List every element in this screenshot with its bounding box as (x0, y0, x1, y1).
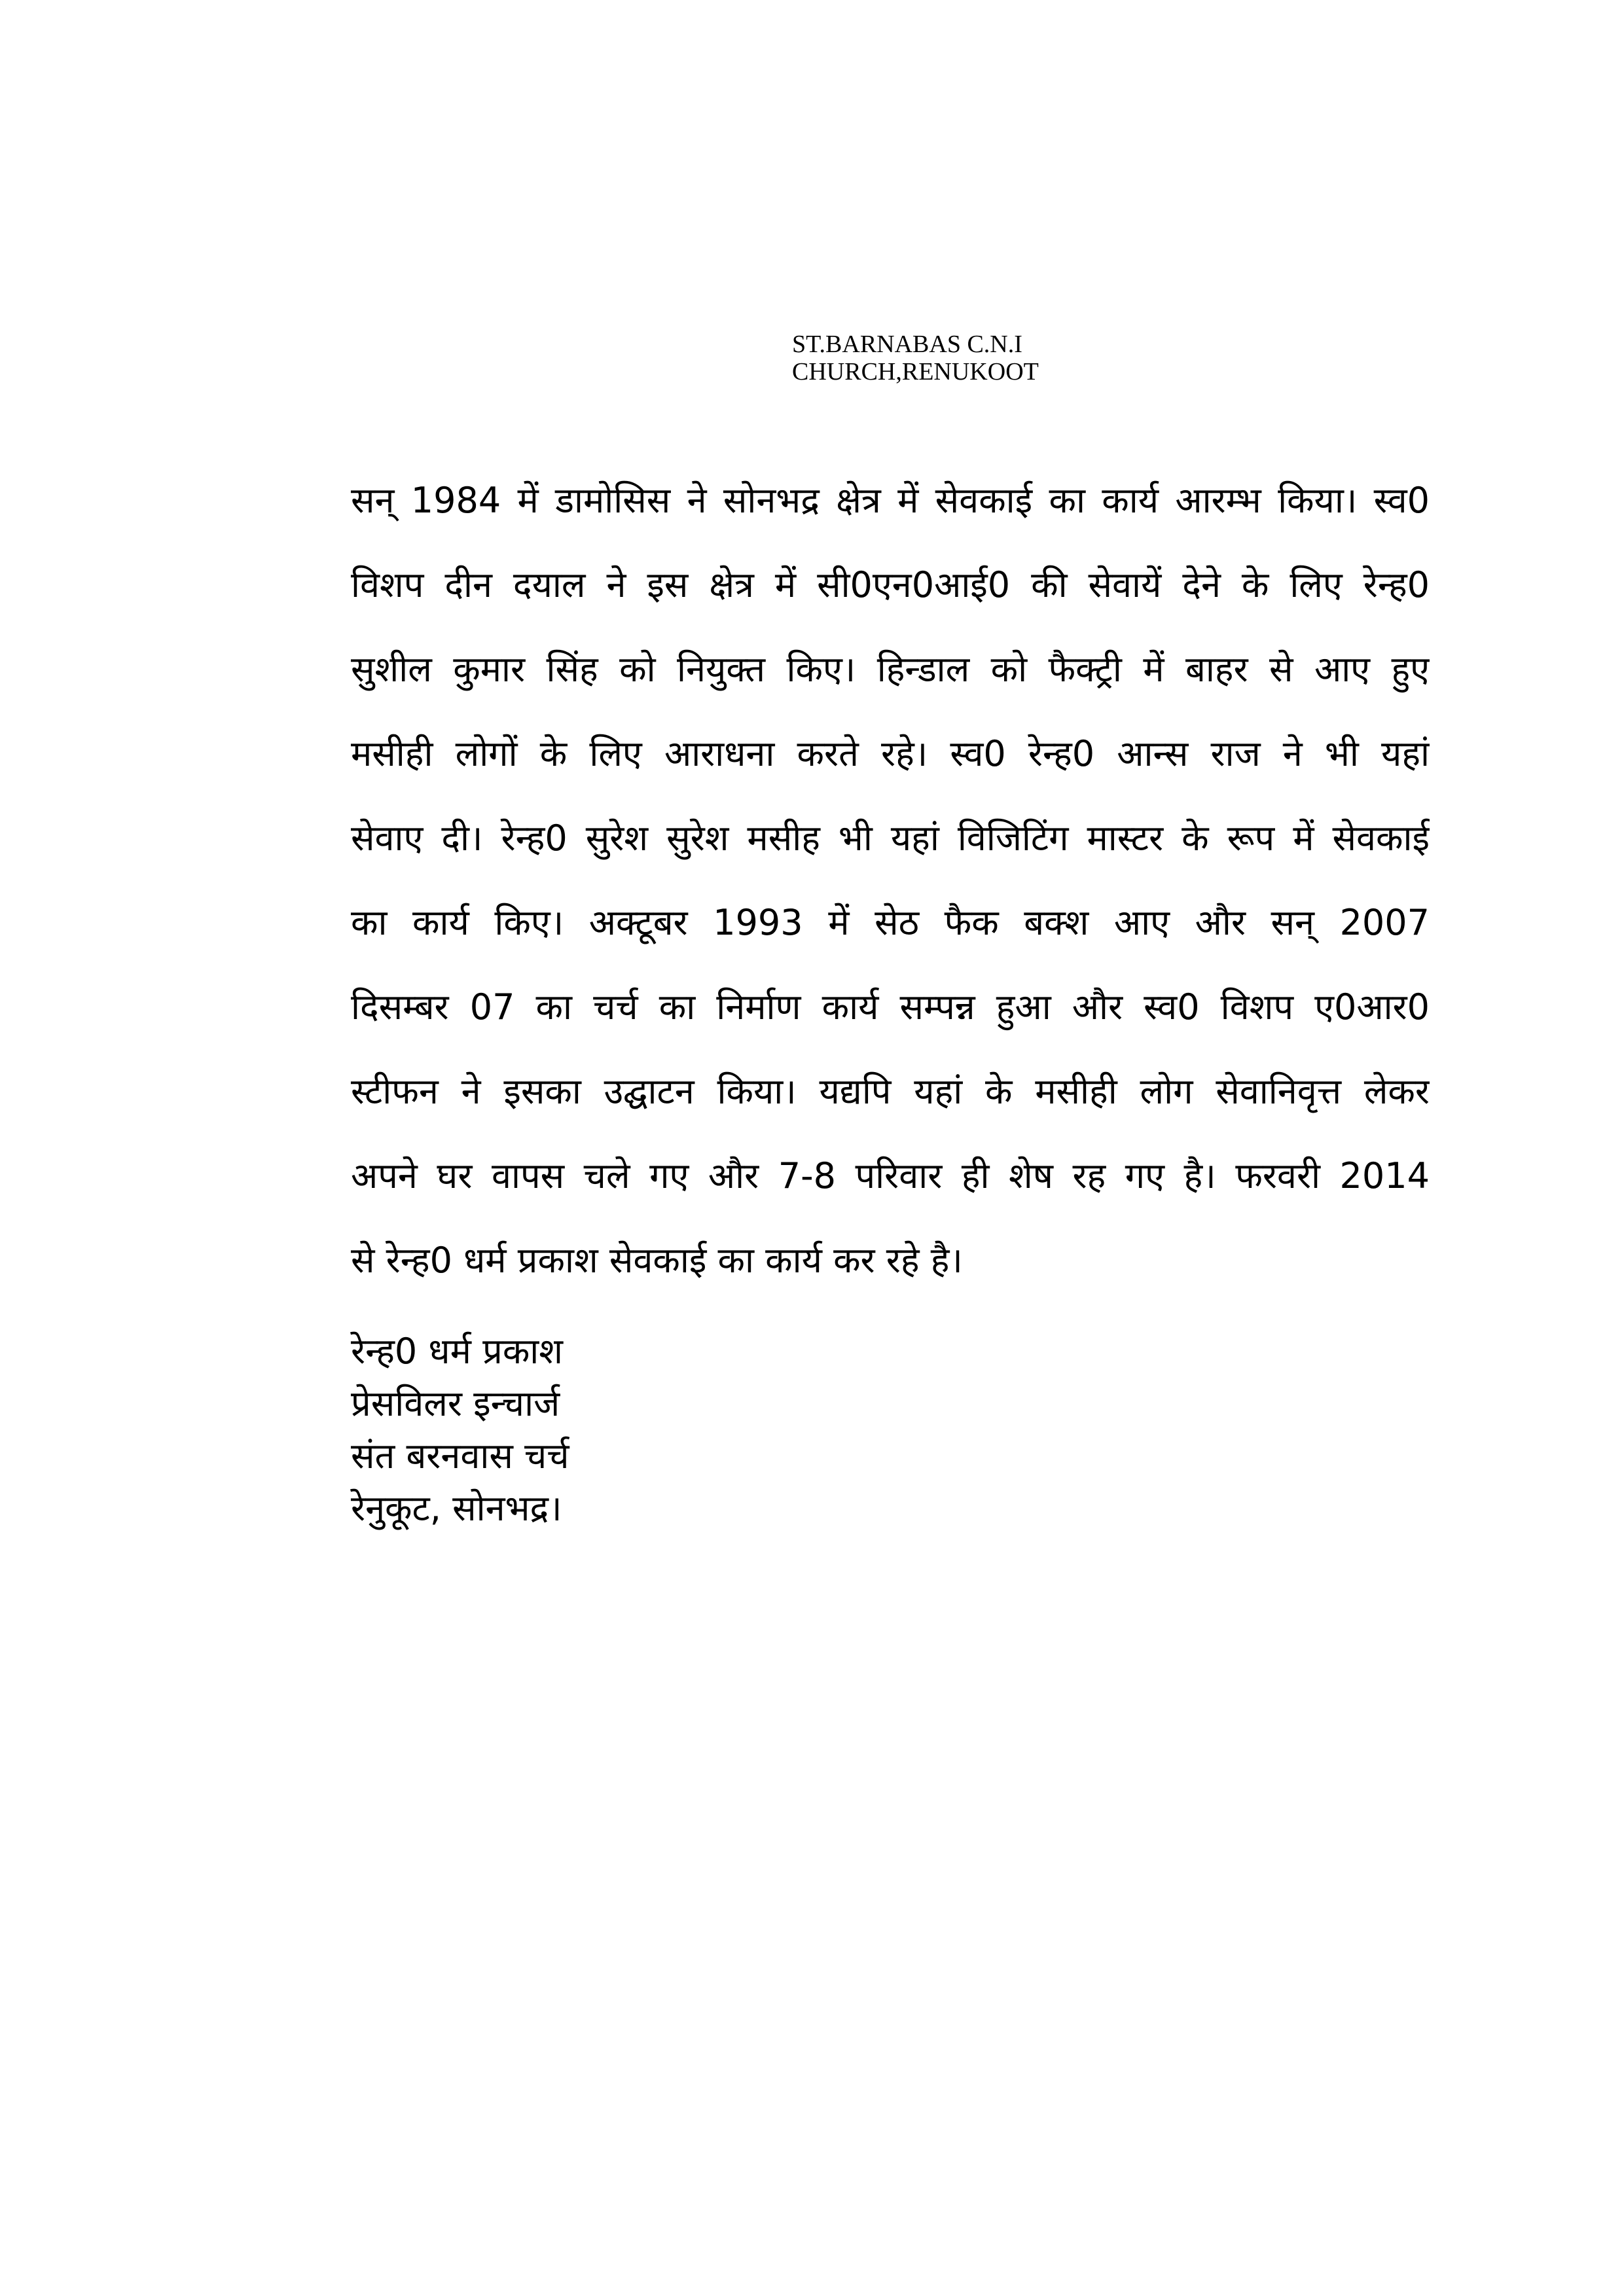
paragraph-line: दिसम्बर 07 का चर्च का निर्माण कार्य सम्पन्न हुआ और स्व0 विशप ए0आर0 (351, 986, 1430, 1028)
signatory-name: रेन्ह0 धर्म प्रकाश (351, 1331, 563, 1372)
paragraph-line: अपने घर वापस चले गए और 7-8 परिवार ही शेष रह गए है। फरवरी 2014 (351, 1155, 1430, 1196)
history-paragraph (351, 458, 1430, 1302)
church-header (792, 331, 1039, 386)
paragraph-line: स्टीफन ने इसका उद्घाटन किया। यद्यपि यहां के मसीही लोग सेवानिवृत्त लेकर (351, 1071, 1430, 1112)
paragraph-line: का कार्य किए। अक्टूबर 1993 में सेठ फैक बक्श आए और सन् 2007 (351, 902, 1430, 943)
signature-block (351, 1325, 569, 1535)
header-line-1: ST.BARNABAS C.N.I (792, 331, 1022, 358)
paragraph-line: विशप दीन दयाल ने इस क्षेत्र में सी0एन0आई0 की सेवायें देने के लिए रेन्ह0 (351, 564, 1430, 605)
paragraph-line: सन् 1984 में डामोसिस ने सोनभद्र क्षेत्र में सेवकाई का कार्य आरम्भ किया। स्व0 (351, 480, 1430, 521)
paragraph-line: सेवाए दी। रेन्ह0 सुरेश सुरेश मसीह भी यहां विजिटिंग मास्टर के रूप में सेवकाई (351, 817, 1430, 859)
paragraph-line: मसीही लोगों के लिए आराधना करते रहे। स्व0 रेन्ह0 आन्स राज ने भी यहां (351, 733, 1430, 774)
paragraph-line: सुशील कुमार सिंह को नियुक्त किए। हिन्डाल को फैक्ट्री में बाहर से आए हुए (351, 649, 1430, 690)
signatory-title: प्रेसविलर इन्चार्ज (351, 1383, 560, 1424)
paragraph-line: से रेन्ह0 धर्म प्रकाश सेवकाई का कार्य कर रहे है। (351, 1240, 963, 1281)
signatory-church: संत बरनवास चर्च (351, 1435, 569, 1477)
signatory-place: रेनुकूट, सोनभद्र। (351, 1488, 562, 1529)
header-line-2: CHURCH,RENUKOOT (792, 358, 1039, 386)
